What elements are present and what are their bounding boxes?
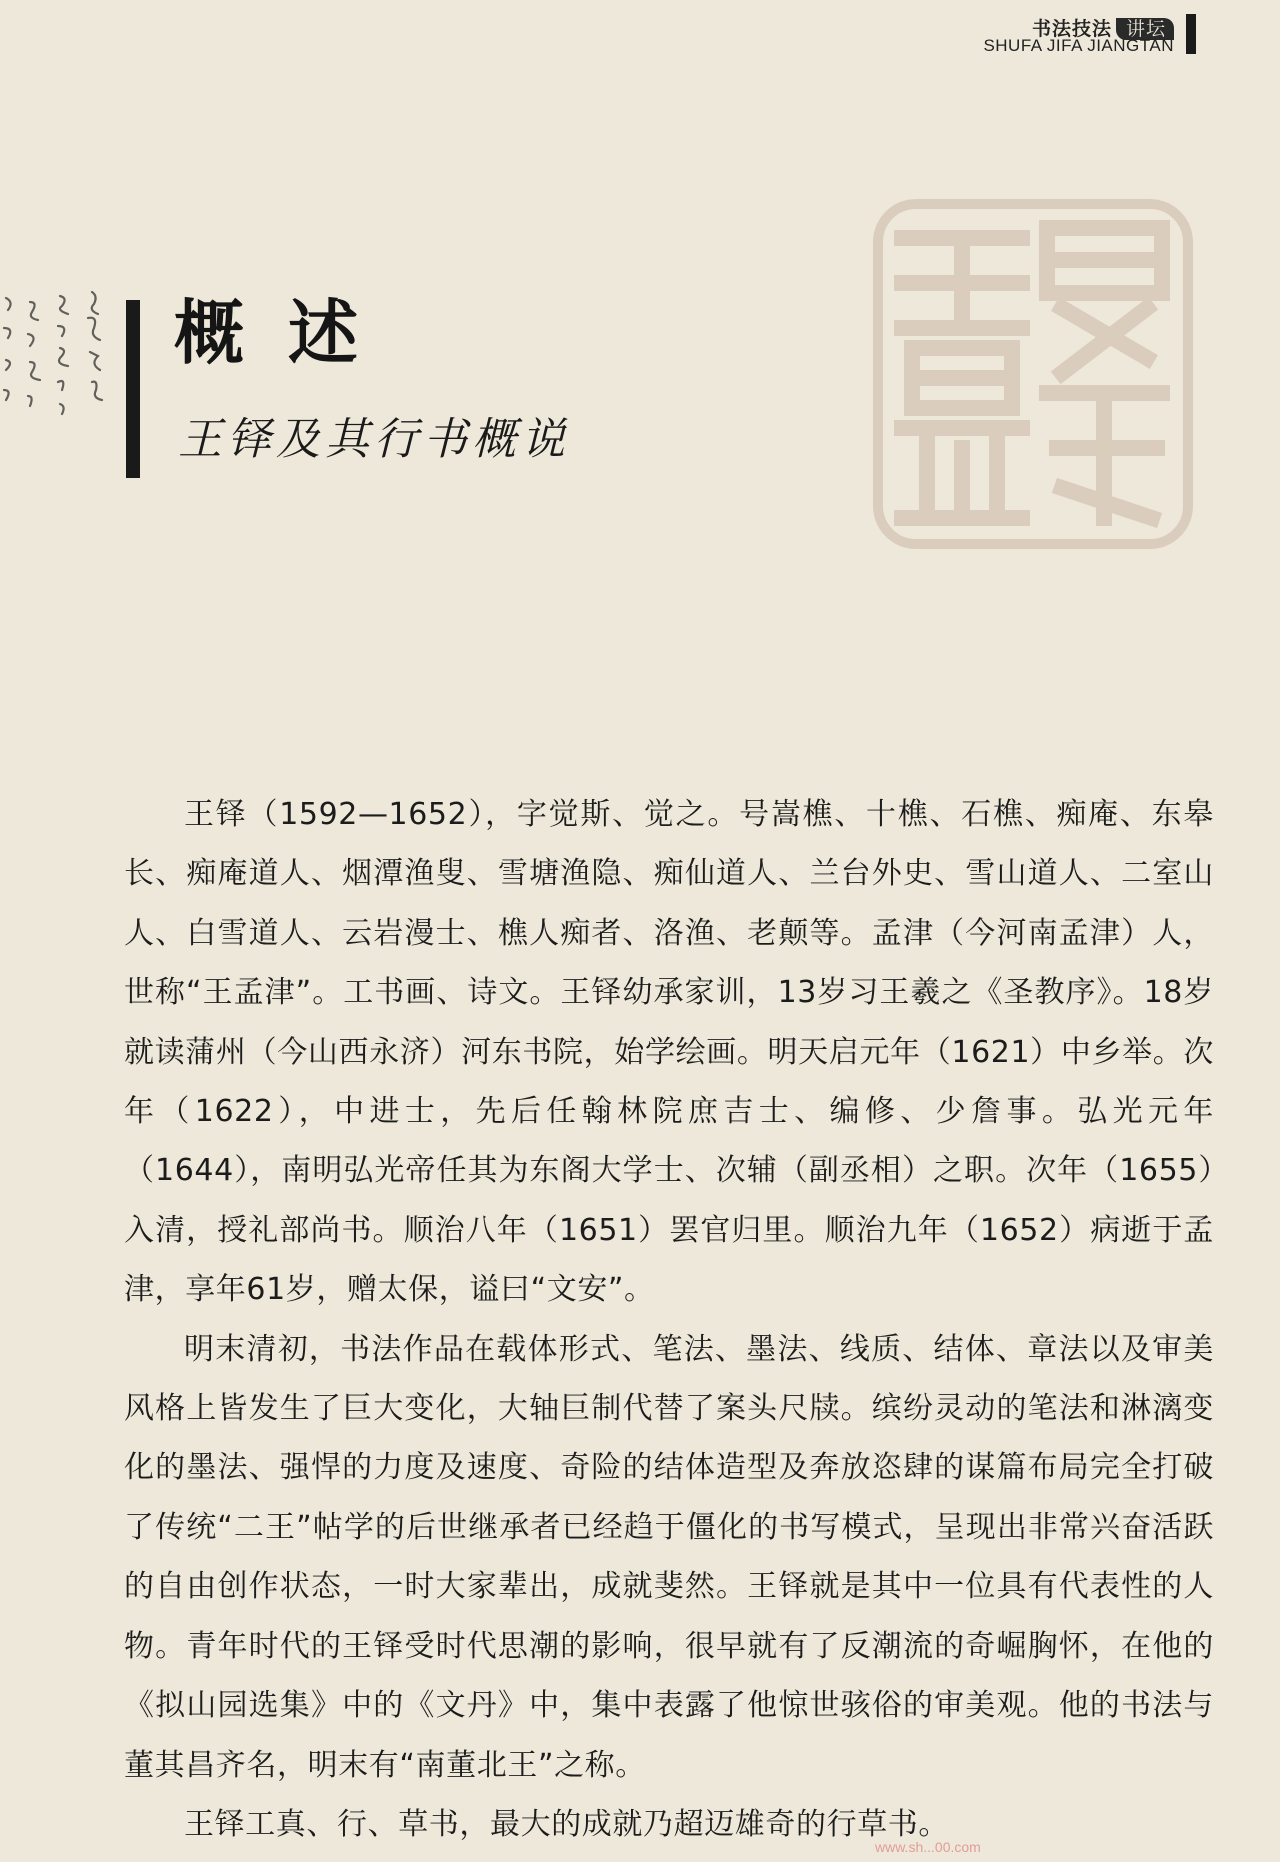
watermark-text: www.sh...00.com — [875, 1839, 981, 1855]
header-cn-tag: 讲坛 — [1116, 18, 1174, 40]
seal-stamp-icon — [872, 198, 1194, 550]
section-subtitle: 王铎及其行书概说 — [178, 414, 570, 465]
paragraph-2: 明末清初，书法作品在载体形式、笔法、墨法、线质、结体、章法以及审美风格上皆发生了巨大变化，大轴巨制代替了案头尺牍。缤纷灵动的笔法和淋漓变化的墨法、强悍的力度及速度、奇险的结体造型及奔放恣肆的谋篇布局完全打破了传统“二王”帖学的后世继承者已经趋于僵化的书写模式，呈现出非常兴奋活跃的自由创作状态，一时大家辈出，成就斐然。王铎就是其中一位具有代表性的人物。青年时代的王铎受时代思潮的影响，很早就有了反潮流的奇崛胸怀，在他的《拟山园选集》中的《文丹》中，集中表露了他惊世骇俗的审美观。他的书法与董其昌齐名，明末有“南董北王”之称。 — [124, 1331, 1214, 1783]
section-title: 概述 — [174, 291, 402, 374]
header-bar — [1186, 14, 1196, 54]
paragraph-3: 王铎工真、行、草书，最大的成就乃超迈雄奇的行草书。 — [184, 1806, 949, 1842]
page-header — [958, 12, 1218, 56]
paragraph-1: 王铎（1592—1652），字觉斯、觉之。号嵩樵、十樵、石樵、痴庵、东皋长、痴庵道人、烟潭渔叟、雪塘渔隐、痴仙道人、兰台外史、雪山道人、二室山人、白雪道人、云岩漫士、樵人痴者、洛渔、老颠等。孟津（今河南孟津）人，世称“王孟津”。工书画、诗文。王铎幼承家训，13岁习王羲之《圣教序》。18岁就读蒲州（今山西永济）河东书院，始学绘画。明天启元年（1621）中乡举。次年（1622），中进士，先后任翰林院庶吉士、编修、少詹事。弘光元年（1644），南明弘光帝任其为东阁大学士、次辅（副丞相）之职。次年（1655）入清，授礼部尚书。顺治八年（1651）罢官归里。顺治九年（1652）病逝于孟津，享年61岁，赠太保，谥曰“文安”。 — [124, 797, 1214, 1308]
header-cn-main: 书法技法 — [1031, 18, 1112, 40]
calligraphy-inscription-icon — [0, 282, 118, 482]
section-title-bar — [126, 300, 140, 478]
header-en-title: SHUFA JIFA JIANGTAN — [983, 36, 1174, 55]
article-body — [124, 785, 1214, 1854]
